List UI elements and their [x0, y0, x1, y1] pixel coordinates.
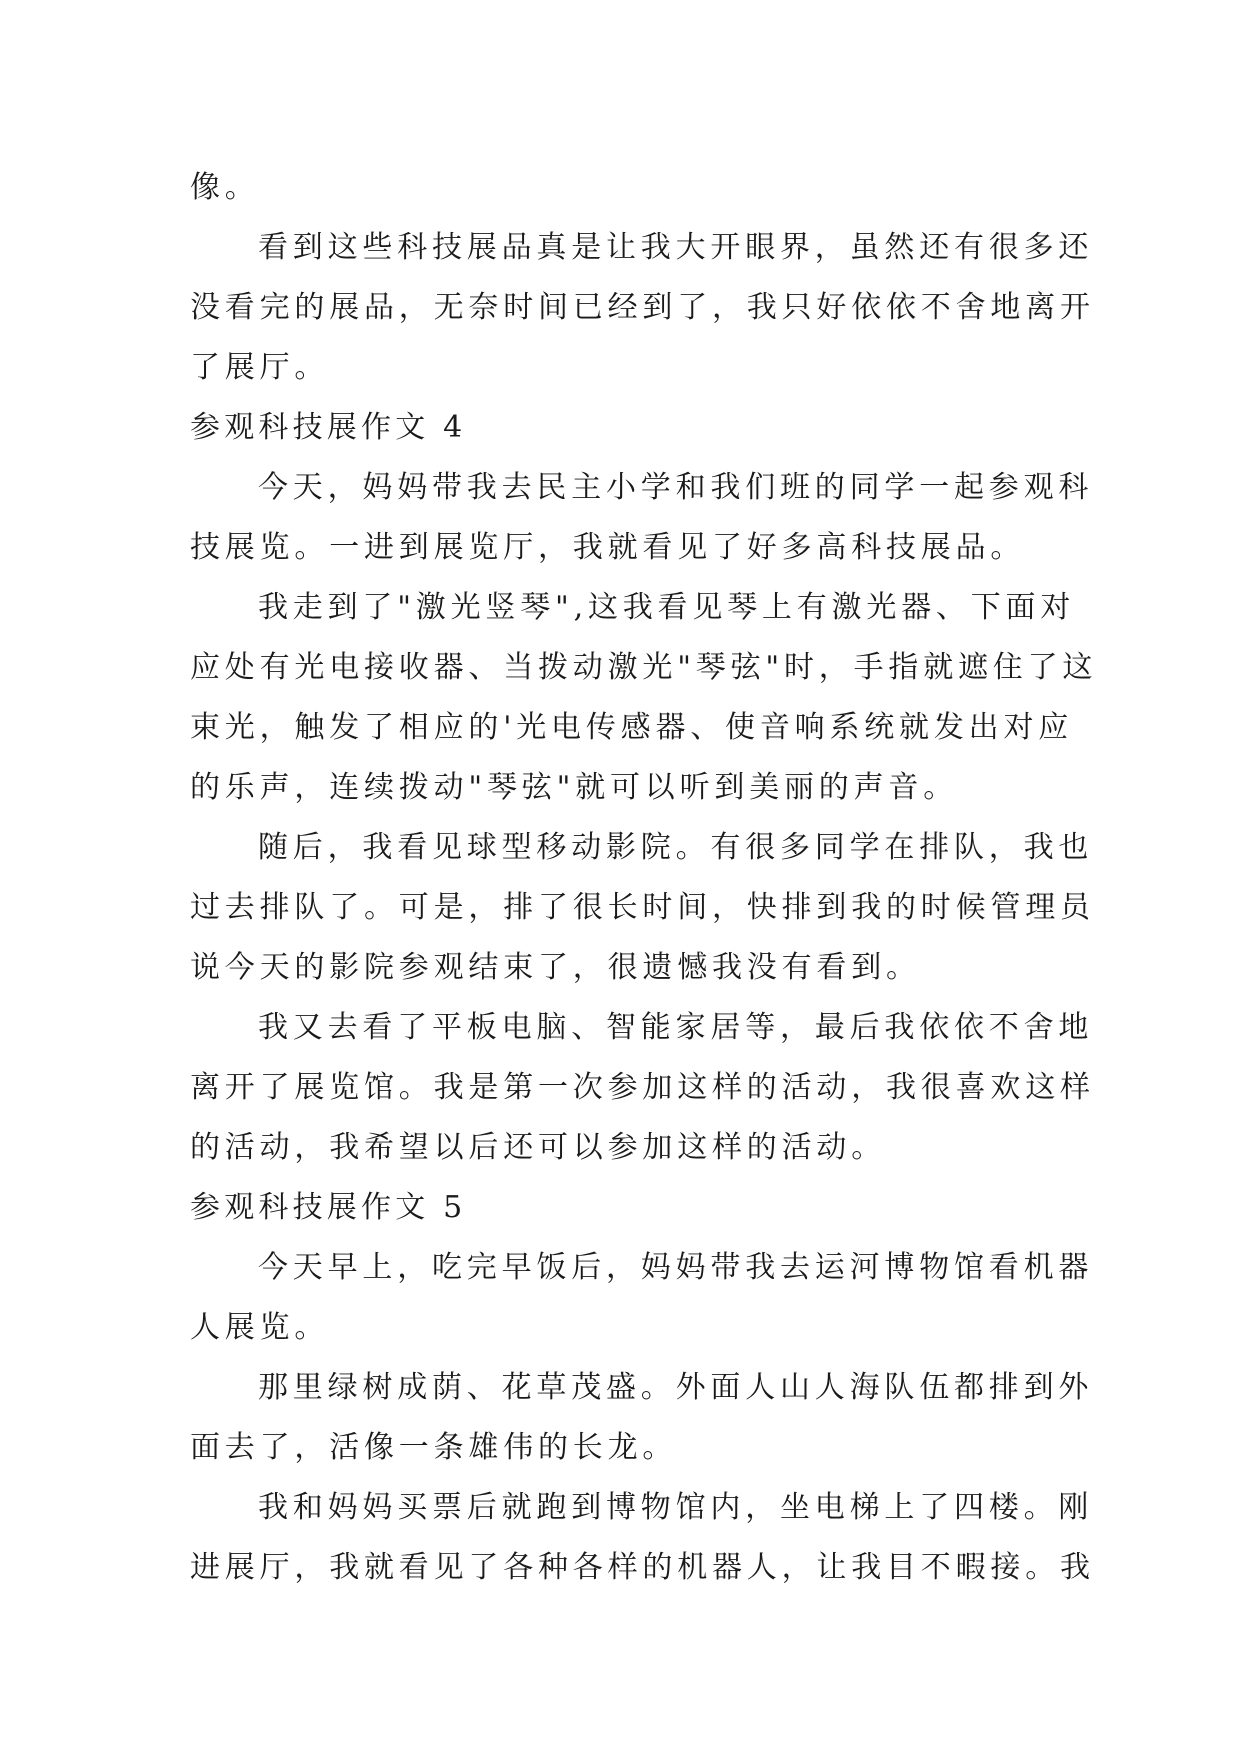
paragraph-line: 像。 [190, 170, 260, 205]
document-body [190, 158, 1098, 1598]
paragraph-line: 的活动，我希望以后还可以参加这样的活动。 [190, 1130, 886, 1165]
paragraph-line: 人展览。 [190, 1310, 330, 1345]
paragraph-line: 技展览。一进到展览厅，我就看见了好多高科技展品。 [190, 530, 1026, 565]
paragraph-line: 了展厅。 [190, 350, 330, 385]
paragraph-line: 那里绿树成荫、花草茂盛。外面人山人海队伍都排到外 [258, 1370, 1094, 1405]
section-heading: 参观科技展作文 5 [190, 1190, 467, 1225]
paragraph-line: 进展厅，我就看见了各种各样的机器人，让我目不暇接。我 [190, 1550, 1095, 1585]
paragraph-line: 随后，我看见球型移动影院。有很多同学在排队，我也 [258, 830, 1094, 865]
paragraph-line: 面去了，活像一条雄伟的长龙。 [190, 1430, 678, 1465]
paragraph-line: 说今天的影院参观结束了，很遗憾我没有看到。 [190, 950, 921, 985]
paragraph-line: 应处有光电接收器、当拨动激光"琴弦"时，手指就遮住了这 [190, 650, 1098, 685]
paragraph-line: 我走到了"激光竖琴",这我看见琴上有激光器、下面对 [258, 590, 1076, 625]
paragraph-line: 我和妈妈买票后就跑到博物馆内，坐电梯上了四楼。刚 [258, 1490, 1094, 1525]
paragraph-line: 束光，触发了相应的'光电传感器、使音响系统就发出对应 [190, 710, 1074, 745]
section-heading: 参观科技展作文 4 [190, 410, 467, 445]
paragraph-line: 我又去看了平板电脑、智能家居等，最后我依依不舍地 [258, 1010, 1094, 1045]
paragraph-line: 今天早上，吃完早饭后，妈妈带我去运河博物馆看机器 [258, 1250, 1094, 1285]
paragraph-line: 看到这些科技展品真是让我大开眼界，虽然还有很多还 [258, 230, 1094, 265]
paragraph-line: 今天，妈妈带我去民主小学和我们班的同学一起参观科 [258, 470, 1094, 505]
paragraph-line: 过去排队了。可是，排了很长时间，快排到我的时候管理员 [190, 890, 1095, 925]
paragraph-line: 的乐声，连续拨动"琴弦"就可以听到美丽的声音。 [190, 770, 958, 805]
paragraph-line: 离开了展览馆。我是第一次参加这样的活动，我很喜欢这样 [190, 1070, 1095, 1105]
paragraph-line: 没看完的展品，无奈时间已经到了，我只好依依不舍地离开 [190, 290, 1095, 325]
